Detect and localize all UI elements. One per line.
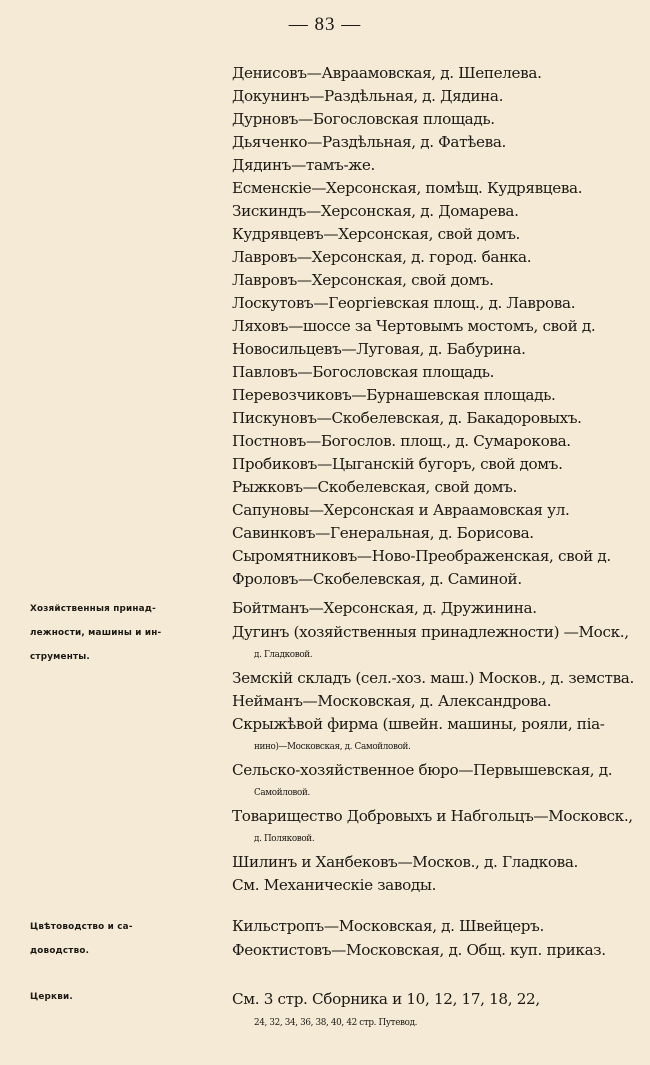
list-item: Бойтманъ—Херсонская, д. Дружинина. [232, 599, 537, 617]
list-item: Новосильцевъ—Луговая, д. Бабурина. [232, 340, 526, 358]
list-item: Рыжковъ—Скобелевская, свой домъ. [232, 478, 517, 496]
list-item: Перевозчиковъ—Бурнашевская площадь. [232, 386, 556, 404]
section-heading: Хозяйственныя принад- [30, 604, 156, 614]
list-item: Кудрявцевъ—Херсонская, свой домъ. [232, 225, 521, 243]
list-item: Сыромятниковъ—Ново-Преображенская, свой д. [232, 547, 611, 565]
list-item: Денисовъ—Авраамовская, д. Шепелева. [232, 64, 542, 82]
list-item: Пискуновъ—Скобелевская, д. Бакадоровыхъ. [232, 409, 582, 427]
list-item: Дугинъ (хозяйственныя принадлежности) —Моск., [232, 623, 629, 641]
list-item: Есменскіе—Херсонская, помѣщ. Кудрявцева. [232, 179, 583, 197]
list-item-continuation: Самойловой. [254, 788, 310, 798]
list-item: Шилинъ и Ханбековъ—Москов., д. Гладкова. [232, 853, 578, 871]
list-item: Дурновъ—Богословская площадь. [232, 110, 495, 128]
list-item-continuation: нино)—Московская, д. Самойловой. [254, 742, 411, 752]
list-item: Товарищество Добровыхъ и Набгольцъ—Московск., [232, 807, 633, 825]
list-item: Нейманъ—Московская, д. Александрова. [232, 692, 552, 710]
list-item: Лоскутовъ—Георгіевская площ., д. Лаврова. [232, 294, 576, 312]
list-item-continuation: д. Гладковой. [254, 650, 313, 660]
list-item: Докунинъ—Раздѣльная, д. Дядина. [232, 87, 504, 105]
list-item: Сапуновы—Херсонская и Авраамовская ул. [232, 501, 570, 519]
list-item: Земскій складъ (сел.-хоз. маш.) Москов., д. земства. [232, 669, 634, 687]
list-item: Пробиковъ—Цыганскій бугоръ, свой домъ. [232, 455, 563, 473]
section-heading: лежности, машины и ин- [30, 628, 162, 638]
list-item: Сельско-хозяйственное бюро—Первышевская, д. [232, 761, 613, 779]
list-item: Дьяченко—Раздѣльная, д. Фатѣева. [232, 133, 507, 151]
page-number: — 83 — [288, 14, 362, 35]
section-heading: доводство. [30, 946, 90, 956]
list-item: Феоктистовъ—Московская, д. Общ. куп. приказ. [232, 941, 606, 959]
list-item: Фроловъ—Скобелевская, д. Саминой. [232, 570, 522, 588]
section-heading: Цвѣтоводство и са- [30, 922, 133, 932]
list-item: См. Механическіе заводы. [232, 876, 437, 894]
list-item: Павловъ—Богословская площадь. [232, 363, 495, 381]
list-item: Лавровъ—Херсонская, свой домъ. [232, 271, 494, 289]
list-item: Постновъ—Богослов. площ., д. Сумарокова. [232, 432, 571, 450]
list-item: Скрыжѣвой фирма (швейн. машины, рояли, піа- [232, 715, 605, 733]
list-item-continuation: д. Поляковой. [254, 834, 315, 844]
section-heading: Церкви. [30, 992, 73, 1002]
list-item: Зискиндъ—Херсонская, д. Домарева. [232, 202, 519, 220]
list-item: Дядинъ—тамъ-же. [232, 156, 375, 174]
section-heading: струменты. [30, 652, 90, 662]
list-item: Ляховъ—шоссе за Чертовымъ мостомъ, свой д. [232, 317, 596, 335]
list-item: См. 3 стр. Сборника и 10, 12, 17, 18, 22, [232, 990, 540, 1008]
list-item: Лавровъ—Херсонская, д. город. банка. [232, 248, 532, 266]
list-item-continuation: 24, 32, 34, 36, 38, 40, 42 стр. Путевод. [254, 1018, 418, 1028]
list-item: Кильстропъ—Московская, д. Швейцеръ. [232, 917, 544, 935]
list-item: Савинковъ—Генеральная, д. Борисова. [232, 524, 534, 542]
